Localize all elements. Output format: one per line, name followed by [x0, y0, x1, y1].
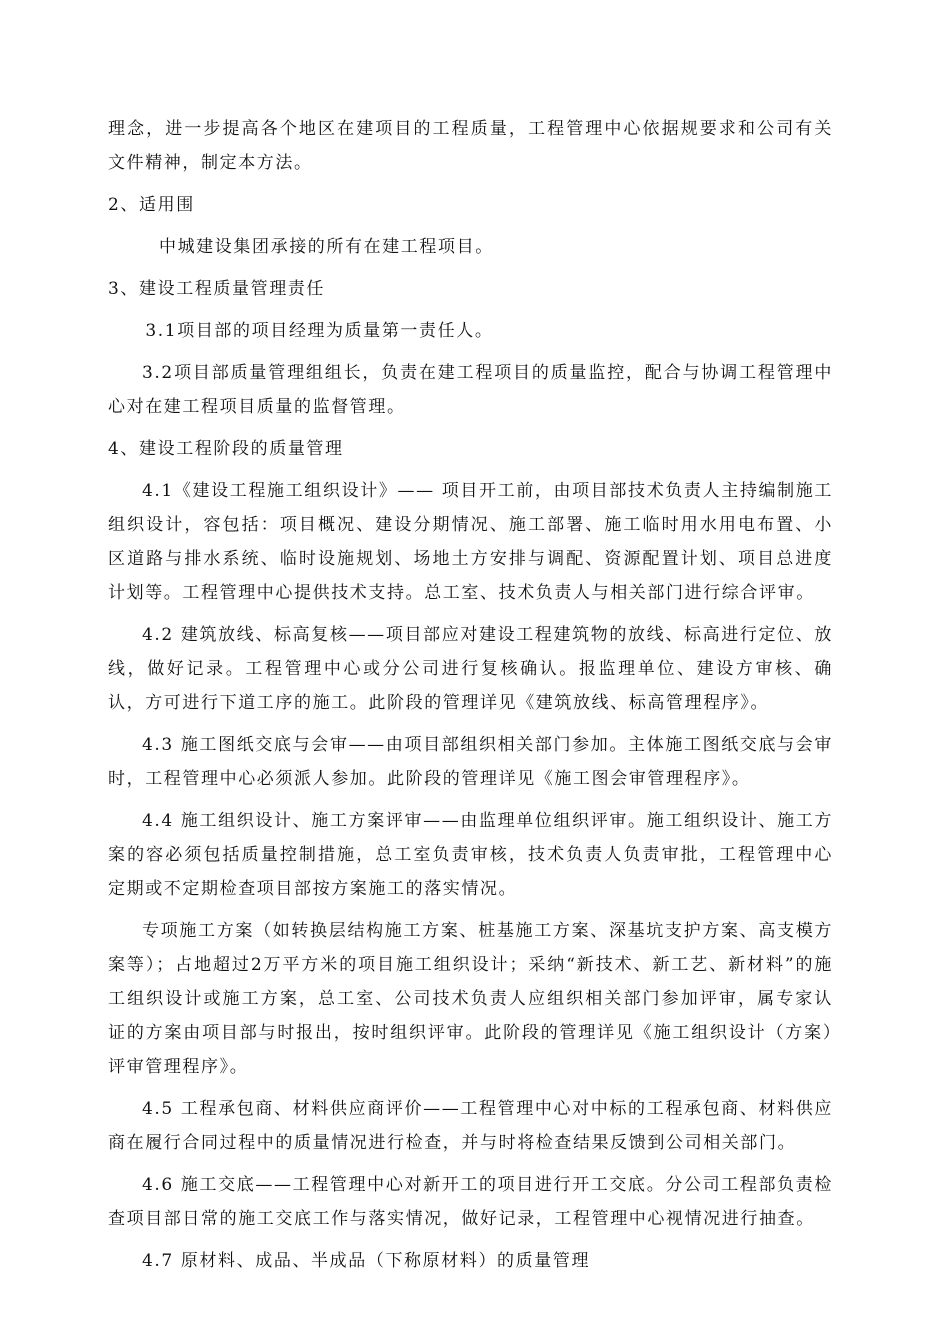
paragraph-4-4: 4.4 施工组织设计、施工方案评审——由监理单位组织评审。施工组织设计、施工方案的容必须包括质量控制措施，总工室负责审核，技术负责人负责审批，工程管理中心定期或不定期检查项目部按方案施工的落实情况。 [108, 811, 833, 899]
paragraph-4-7: 4.7 原材料、成品、半成品（下称原材料）的质量管理 [142, 1251, 591, 1271]
document-body [108, 112, 833, 1286]
paragraph-3-1: 3.1项目部的项目经理为质量第一责任人。 [145, 321, 494, 341]
paragraph-4-2: 4.2 建筑放线、标高复核——项目部应对建设工程建筑物的放线、标高进行定位、放线，做好记录。工程管理中心或分公司进行复核确认。报监理单位、建设方审核、确认，方可进行下道工序的施工。此阶段的管理详见《建筑放线、标高管理程序》。 [108, 625, 833, 713]
paragraph-4-5: 4.5 工程承包商、材料供应商评价——工程管理中心对中标的工程承包商、材料供应商在履行合同过程中的质量情况进行检查，并与时将检查结果反馈到公司相关部门。 [108, 1099, 833, 1153]
paragraph-4-1: 4.1《建设工程施工组织设计》—— 项目开工前，由项目部技术负责人主持编制施工组织设计，容包括：项目概况、建设分期情况、施工部署、施工临时用水用电布置、小区道路与排水系统、临时设施规划、场地土方安排与调配、资源配置计划、项目总进度计划等。工程管理中心提供技术支持。总工室、技术负责人与相关部门进行综合评审。 [108, 481, 833, 603]
paragraph-4-6: 4.6 施工交底——工程管理中心对新开工的项目进行开工交底。分公司工程部负责检查项目部日常的施工交底工作与落实情况，做好记录，工程管理中心视情况进行抽查。 [108, 1175, 833, 1229]
paragraph-3-2: 3.2项目部质量管理组组长，负责在建工程项目的质量监控，配合与协调工程管理中心对在建工程项目质量的监督管理。 [108, 363, 833, 417]
section-heading-stage-management: 4、建设工程阶段的质量管理 [108, 439, 344, 459]
section-heading-responsibility: 3、建设工程质量管理责任 [108, 279, 326, 299]
paragraph-intro-continuation: 理念，进一步提高各个地区在建项目的工程质量，工程管理中心依据规要求和公司有关文件精神，制定本方法。 [108, 119, 833, 173]
paragraph-special-plans: 专项施工方案（如转换层结构施工方案、桩基施工方案、深基坑支护方案、高支模方案等）；占地超过2万平方米的项目施工组织设计；采纳“新技术、新工艺、新材料”的施工组织设计或施工方案，总工室、公司技术负责人应组织相关部门参加评审，属专家认证的方案由项目部与时报出，按时组织评审。此阶段的管理详见《施工组织设计（方案）评审管理程序》。 [108, 921, 833, 1077]
section-heading-scope: 2、适用围 [108, 195, 195, 215]
paragraph-scope: 中城建设集团承接的所有在建工程项目。 [159, 237, 494, 257]
paragraph-4-3: 4.3 施工图纸交底与会审——由项目部组织相关部门参加。主体施工图纸交底与会审时，工程管理中心必须派人参加。此阶段的管理详见《施工图会审管理程序》。 [108, 735, 833, 789]
